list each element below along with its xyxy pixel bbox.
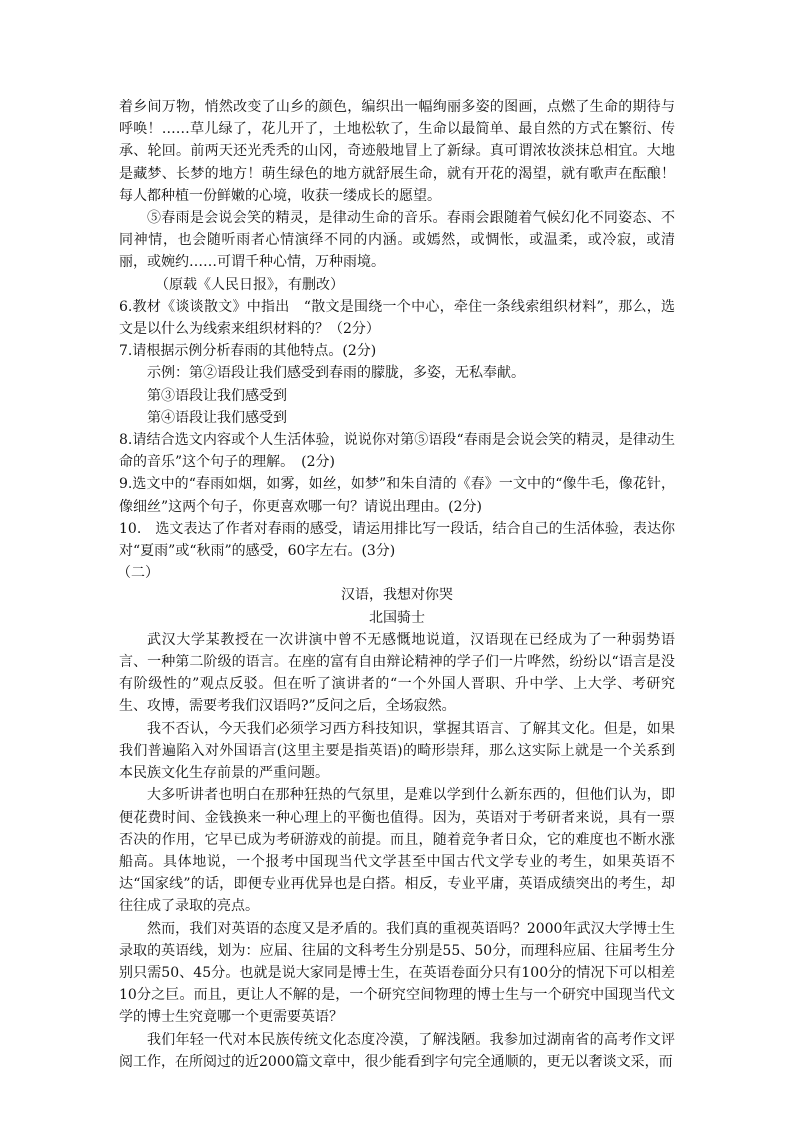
question-9: 9.选文中的“春雨如烟，如雾，如丝，如梦”和朱自清的《春》一文中的“像牛毛，像花针，像细丝”这两个句子，你更喜欢哪一句？请说出理由。(2分) — [119, 476, 675, 515]
question-8: 8.请结合选文内容或个人生活体验，说说你对第⑤语段“春雨是会说会笑的精灵，是律动生命的音乐”这个句子的理解。 (2分) — [119, 432, 675, 471]
question-7-example: 示例：第②语段让我们感受到春雨的朦胧，多姿，无私奉献。 — [147, 365, 525, 382]
section-marker: （二） — [117, 565, 159, 582]
passage-paragraph-5: ⑤春雨是会说会笑的精灵，是律动生命的音乐。春雨会跟随着气候幻化不同姿态、不同神情，也会随听雨者心情演绎不同的内涵。或嫣然，或惆怅，或温柔，或冷寂，或清丽，或婉约……可谓千种心情，万种雨境。 — [119, 210, 675, 271]
article-paragraph-2: 我不否认，今天我们必须学习西方科技知识，掌握其语言、了解其文化。但是，如果我们普遍陷入对外国语言(这里主要是指英语)的畸形崇拜，那么这实际上就是一个关系到本民族文化生存前景的严重问题。 — [119, 720, 675, 782]
question-6: 6.教材《谈谈散文》中指出 “散文是围绕一个中心，牵住一条线索组织材料”，那么，选文是以什么为线索来组织材料的？（2分） — [119, 298, 675, 338]
article-paragraph-3: 大多听讲者也明白在那种狂热的气氛里，是难以学到什么新东西的，但他们认为，即便花费时间、金钱换来一种心理上的平衡也值得。因为，英语对于考研者来说，具有一票否决的作用，它早已成为考研游戏的前提。而且，随着竞争者日众，它的难度也不断水涨船高。具体地说，一个报考中国现当代文学甚至中国古代文学专业的考生，如果英语不达“国家线”的话，即便专业再优异也是白搭。相反，专业平庸，英语成绩突出的考生，却往往成了录取的亮点。 — [119, 787, 675, 915]
article-author: 北国骑士 — [369, 609, 425, 626]
article-paragraph-5: 我们年轻一代对本民族传统文化态度冷漠，了解浅陋。我参加过湖南省的高考作文评阅工作，在所阅过的近2000篇文章中，很少能看到字句完全通顺的，更无以奢谈文采，而 — [119, 1031, 675, 1070]
passage-source: （原载《人民日报》，有删改） — [155, 276, 344, 293]
question-10: 10. 选文表达了作者对春雨的感受，请运用排比写一段话，结合自己的生活体验，表达你对“夏雨”或“秋雨”的感受，60字左右。(3分) — [119, 520, 675, 560]
question-7-line-3: 第③语段让我们感受到 — [147, 387, 287, 404]
question-7: 7.请根据示例分析春雨的其他特点。(2分) — [119, 343, 377, 360]
article-paragraph-1: 武汉大学某教授在一次讲演中曾不无感慨地说道，汉语现在已经成为了一种弱势语言、一种第二阶级的语言。在座的富有自由辩论精神的学子们一片哗然，纷纷以“语言是没有阶级性的”观点反驳。但在听了演讲者的“一个外国人晋职、升中学、上大学、考研究生、攻博，需要考我们汉语吗?”反问之后，全场寂然。 — [119, 631, 675, 715]
passage-continuation: 着乡间万物，悄然改变了山乡的颜色，编织出一幅绚丽多姿的图画，点燃了生命的期待与呼唤！……草儿绿了，花儿开了，土地松软了，生命以最简单、最自然的方式在繁衍、传承、轮回。前两天还光秃秃的山冈，奇迹般地冒上了新绿。真可谓浓妆淡抹总相宜。大地是藏梦、长梦的地方！萌生绿色的地方就舒展生命，就有开花的渴望，就有歌声在酝酿！每人都种植一份鲜嫩的心境，收获一缕成长的愿望。 — [119, 99, 675, 204]
article-title: 汉语，我想对你哭 — [341, 587, 453, 604]
document-content — [119, 96, 675, 1073]
question-7-line-4: 第④语段让我们感受到 — [147, 409, 287, 426]
article-paragraph-4: 然而，我们对英语的态度又是矛盾的。我们真的重视英语吗？2000年武汉大学博士生录取的英语线，划为：应届、往届的文科考生分别是55、50分，而理科应届、往届考生分别只需50、45分。也就是说大家同是博士生，在英语卷面分只有100分的情况下可以相差10分之巨。而且，更让人不解的是，一个研究空间物理的博士生与一个研究中国现当代文学的博士生究竟哪一个更需要英语？ — [119, 920, 675, 1026]
